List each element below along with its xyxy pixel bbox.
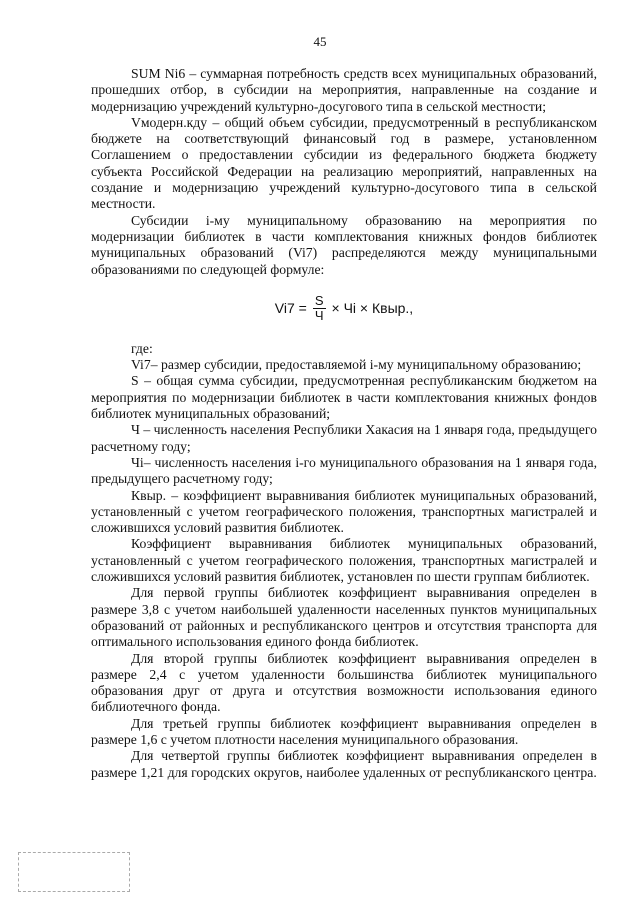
paragraph-s-def: S – общая сумма субсидии, предусмотренная республиканским бюджетом на мероприятия по модернизации библиотек в части комплектования книжных фондов библиотек муниципальных образований; [91,373,597,422]
formula-fraction [313,294,326,323]
page-number: 45 [313,34,327,49]
paragraph-group-2: Для второй группы библиотек коэффициент выравнивания определен в размере 2,4 с учетом удаленности большинства библиотек муниципального образования друг от друга и отсутствия возможности использования единого библиотечного фонда. [91,650,597,715]
formula-rhs: × Чi × Квыр., [331,300,414,317]
formula [91,294,597,323]
paragraph-group-3: Для третьей группы библиотек коэффициент выравнивания определен в размере 1,6 с учетом плотности населения муниципального образования. [91,715,597,747]
formula-denominator: Ч [314,307,324,323]
formula-lhs: Vi7 = [274,300,307,317]
paragraph-subsidy-intro: Субсидии i-му муниципальному образованию на мероприятия по модернизации библиотек в части комплектования книжных фондов библиотек муниципальных образований (Vi7) распределяются между муниципальными образованиями по следующей формуле: [91,212,597,277]
paragraph-kvyr-def: Квыр. – коэффициент выравнивания библиотек муниципальных образований, установленный с учетом географического положения, транспортных магистралей и сложившихся условий развития библиотек. [91,487,597,536]
paragraph-chi-def: Чi– численность населения i-го муниципального образования на 1 января года, предыдущего расчетному году; [91,454,597,487]
document-body [91,66,597,781]
paragraph-coefficient-groups: Коэффициент выравнивания библиотек муниципальных образований, установленный с учетом географического положения, транспортных магистралей и сложившихся условий развития библиотек, установлен по шести группам библиотек. [91,536,597,585]
formula-numerator: S [314,292,324,308]
paragraph-group-4: Для четвертой группы библиотек коэффициент выравнивания определен в размере 1,21 для городских округов, наиболее удаленных от республиканского центра. [91,748,597,780]
paragraph-ch-def: Ч – численность населения Республики Хакасия на 1 января года, предыдущего расчетному году; [91,422,597,454]
faded-stamp [18,852,130,892]
paragraph-sum-ni6: SUM Ni6 – суммарная потребность средств всех муниципальных образований, прошедших отбор, в субсидии на мероприятия, направленные на создание и модернизацию учреждений культурно-досугового типа в сельской местности; [91,66,597,114]
paragraph-group-1: Для первой группы библиотек коэффициент выравнивания определен в размере 3,8 с учетом наибольшей удаленности населенных пунктов муниципальных образований от районных и республиканского центров и отсутствия транспорта для оптимального использования единого фонда библиотек. [91,585,597,650]
paragraph-v-modern: Vмодерн.кду – общий объем субсидии, предусмотренный в республиканском бюджете на соответствующий финансовый год в размере, установленном Соглашением о предоставлении субсидии из федерального бюджета бюджету субъекта Российской Федерации на реализацию мероприятий, направленных на создание и модернизацию учреждений культурно-досугового типа в сельской местности. [91,114,597,212]
where-label: где: [131,340,153,356]
paragraph-vi7-def: Vi7– размер субсидии, предоставляемой i-му муниципальному образованию; [131,357,582,373]
